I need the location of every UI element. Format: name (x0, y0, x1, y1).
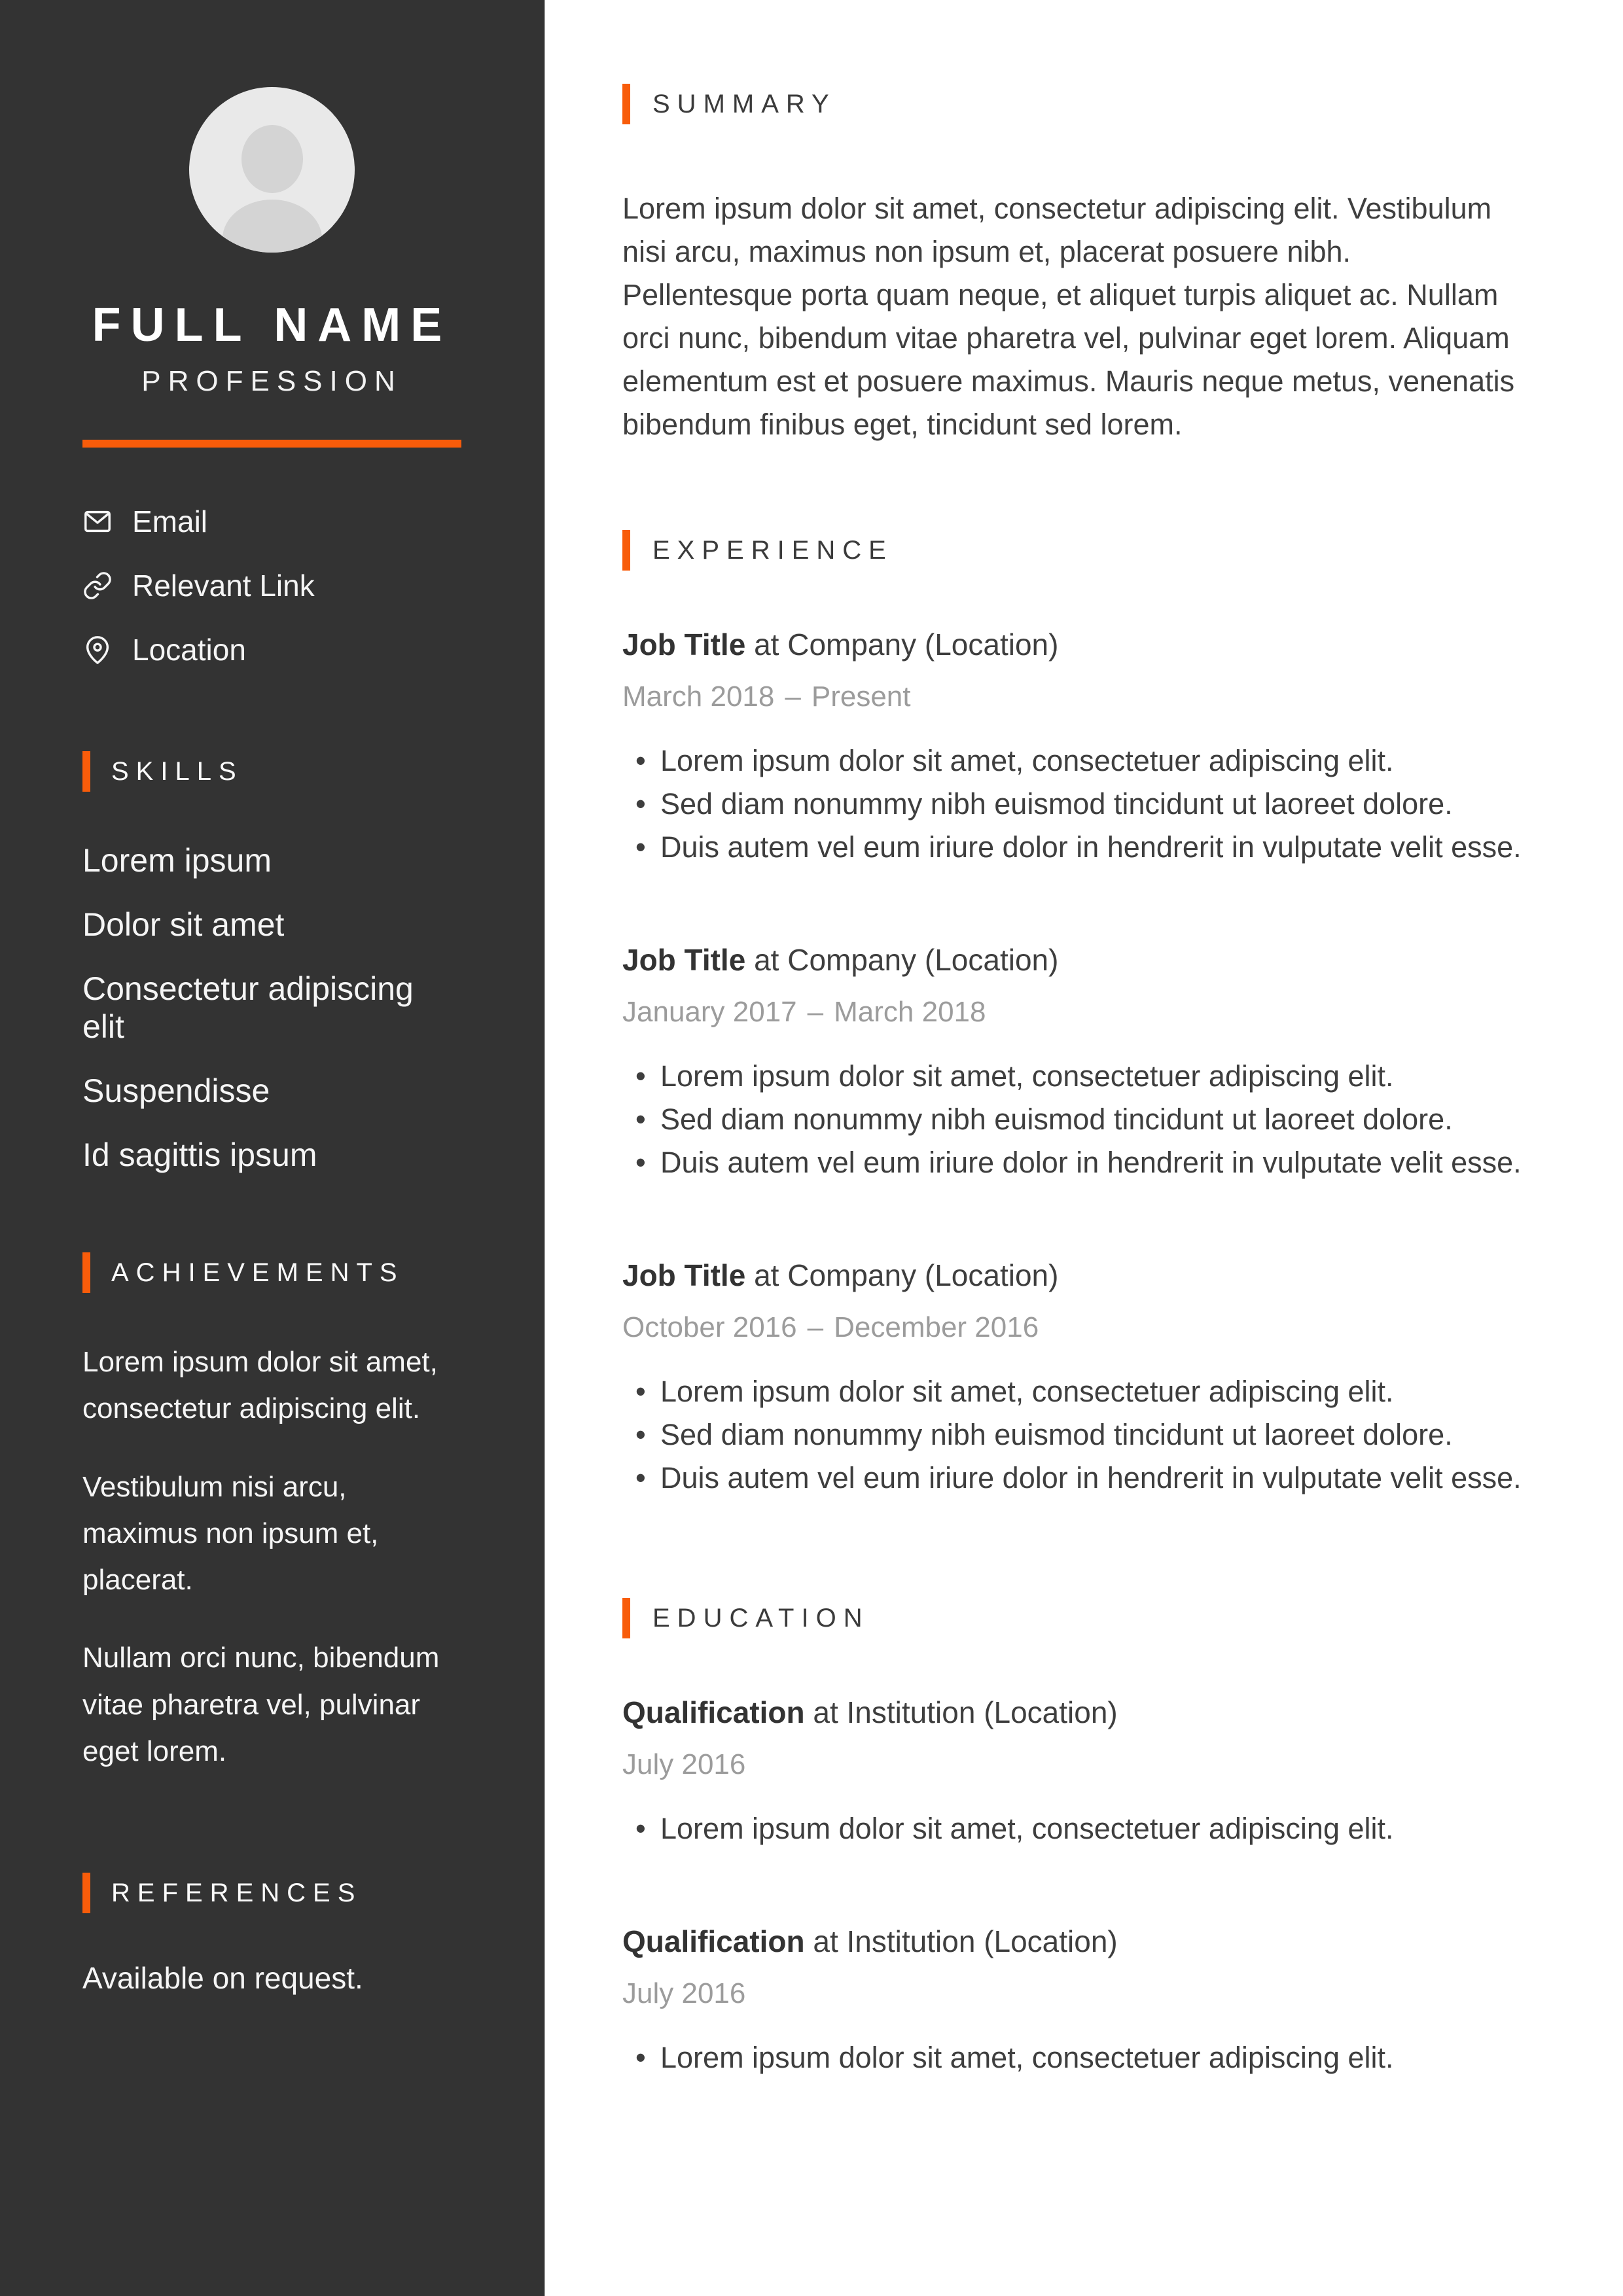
date: July 2016 (622, 1748, 746, 1780)
qualification-title-line (622, 1924, 1524, 1959)
contact-label: Relevant Link (132, 569, 315, 603)
qualification-title: Qualification (622, 1924, 805, 1958)
job-org: at Company (Location) (754, 627, 1059, 662)
references-section (82, 1873, 461, 1996)
job-bullet-list (622, 1370, 1524, 1500)
date-separator: – (807, 996, 824, 1028)
accent-bar (82, 1873, 90, 1913)
bullet-item: • Sed diam nonummy nibh euismod tincidunt ut laoreet dolore. (622, 1098, 1524, 1141)
date: July 2016 (622, 1977, 746, 2009)
qualification-org: at Institution (Location) (813, 1924, 1118, 1958)
date-end: Present (811, 680, 911, 713)
skill-item: Lorem ipsum (82, 842, 272, 879)
accent-bar (82, 751, 90, 792)
section-title: ACHIEVEMENTS (111, 1258, 404, 1287)
education-entry (622, 1924, 1524, 2079)
section-title: EDUCATION (652, 1603, 870, 1633)
main-column (545, 0, 1623, 2296)
date-start: January 2017 (622, 996, 797, 1028)
achievement-paragraph: Vestibulum nisi arcu, maximus non ipsum et, placerat. (82, 1470, 379, 1597)
job-title: Job Title (622, 1258, 746, 1292)
skill-item: Id sagittis ipsum (82, 1137, 317, 1173)
job-dates (622, 680, 1524, 713)
references-heading (82, 1873, 461, 1913)
education-section (622, 1598, 1524, 2079)
job-bullet-list (622, 1055, 1524, 1184)
education-date (622, 1977, 1524, 2010)
job-title-line (622, 627, 1524, 662)
skills-section (82, 751, 461, 1174)
education-bullet-list (622, 1807, 1524, 1850)
achievement-paragraph: Lorem ipsum dolor sit amet, consectetur adipiscing elit. (82, 1346, 438, 1425)
summary-section (622, 84, 1524, 446)
location-pin-icon (82, 635, 113, 665)
date-end: December 2016 (834, 1311, 1039, 1343)
contact-label: Email (132, 504, 208, 539)
date-separator: – (785, 680, 801, 713)
accent-bar (622, 84, 630, 124)
contact-link[interactable] (82, 568, 461, 603)
sidebar (0, 0, 545, 2296)
date-start: October 2016 (622, 1311, 797, 1343)
job-dates (622, 996, 1524, 1029)
full-name: FULL NAME (92, 299, 452, 351)
education-heading (622, 1598, 1524, 1638)
contact-list (82, 504, 461, 667)
section-title: SKILLS (111, 756, 243, 786)
email-icon (82, 506, 113, 537)
job-org: at Company (Location) (754, 943, 1059, 977)
accent-bar (622, 530, 630, 571)
profession: PROFESSION (141, 365, 402, 397)
job-title: Job Title (622, 943, 746, 977)
qualification-org: at Institution (Location) (813, 1695, 1118, 1729)
contact-label: Location (132, 633, 246, 667)
qualification-title: Qualification (622, 1695, 805, 1729)
job-title: Job Title (622, 627, 746, 662)
references-text: Available on request. (82, 1961, 363, 1996)
experience-entry (622, 1258, 1524, 1500)
education-date (622, 1748, 1524, 1781)
summary-text: Lorem ipsum dolor sit amet, consectetur adipiscing elit. Vestibulum nisi arcu, maximus non ipsum et, placerat posuere nibh. Pellentesque porta quam neque, et aliquet turpis aliquet ac. Nullam orci nunc, bibendum vitae pharetra vel, pulvinar eget lorem. Aliquam elementum est et posuere maximus. Mauris neque metus, venenatis bibendum finibus eget, tincidunt sed lorem. (622, 192, 1515, 441)
achievements-section (82, 1252, 461, 1775)
contact-location[interactable] (82, 632, 461, 667)
experience-heading (622, 530, 1524, 571)
avatar-head-shape (241, 125, 303, 193)
education-bullet-list (622, 2036, 1524, 2079)
skill-item: Dolor sit amet (82, 906, 285, 943)
accent-bar (82, 1252, 90, 1293)
bullet-item: • Duis autem vel eum iriure dolor in hendrerit in vulputate velit esse. (622, 1141, 1524, 1184)
summary-heading (622, 84, 1524, 124)
experience-entry (622, 627, 1524, 869)
bullet-item: • Sed diam nonummy nibh euismod tincidunt ut laoreet dolore. (622, 1413, 1524, 1457)
date-end: March 2018 (834, 996, 986, 1028)
contact-email[interactable] (82, 504, 461, 539)
job-title-line (622, 1258, 1524, 1293)
accent-divider (82, 440, 461, 448)
bullet-item: • Lorem ipsum dolor sit amet, consectetuer adipiscing elit. (622, 739, 1524, 783)
bullet-item: • Duis autem vel eum iriure dolor in hendrerit in vulputate velit esse. (622, 1457, 1524, 1500)
bullet-item: • Lorem ipsum dolor sit amet, consectetuer adipiscing elit. (622, 1055, 1524, 1098)
bullet-item: • Duis autem vel eum iriure dolor in hendrerit in vulputate velit esse. (622, 826, 1524, 869)
achievement-paragraph: Nullam orci nunc, bibendum vitae pharetra vel, pulvinar eget lorem. (82, 1642, 440, 1767)
skills-list (82, 841, 461, 1174)
bullet-item: • Lorem ipsum dolor sit amet, consectetuer adipiscing elit. (622, 1370, 1524, 1413)
section-title: SUMMARY (652, 89, 836, 118)
job-org: at Company (Location) (754, 1258, 1059, 1292)
bullet-item: • Lorem ipsum dolor sit amet, consectetuer adipiscing elit. (622, 2036, 1524, 2079)
accent-bar (622, 1598, 630, 1638)
qualification-title-line (622, 1695, 1524, 1730)
job-dates (622, 1311, 1524, 1344)
skill-item: Suspendisse (82, 1072, 270, 1109)
link-icon (82, 571, 113, 601)
achievements-body (82, 1339, 461, 1775)
date-separator: – (807, 1311, 824, 1343)
bullet-item: • Lorem ipsum dolor sit amet, consectetuer adipiscing elit. (622, 1807, 1524, 1850)
section-title: EXPERIENCE (652, 535, 893, 565)
date-start: March 2018 (622, 680, 775, 713)
job-title-line (622, 942, 1524, 978)
job-bullet-list (622, 739, 1524, 869)
section-title: REFERENCES (111, 1878, 363, 1907)
avatar-torso-shape (223, 200, 322, 253)
avatar (189, 87, 355, 253)
education-entry (622, 1695, 1524, 1850)
skill-item: Consectetur adipiscing elit (82, 970, 414, 1045)
skills-heading (82, 751, 461, 792)
achievements-heading (82, 1252, 461, 1293)
experience-entry (622, 942, 1524, 1184)
experience-section (622, 530, 1524, 1500)
bullet-item: • Sed diam nonummy nibh euismod tincidunt ut laoreet dolore. (622, 783, 1524, 826)
